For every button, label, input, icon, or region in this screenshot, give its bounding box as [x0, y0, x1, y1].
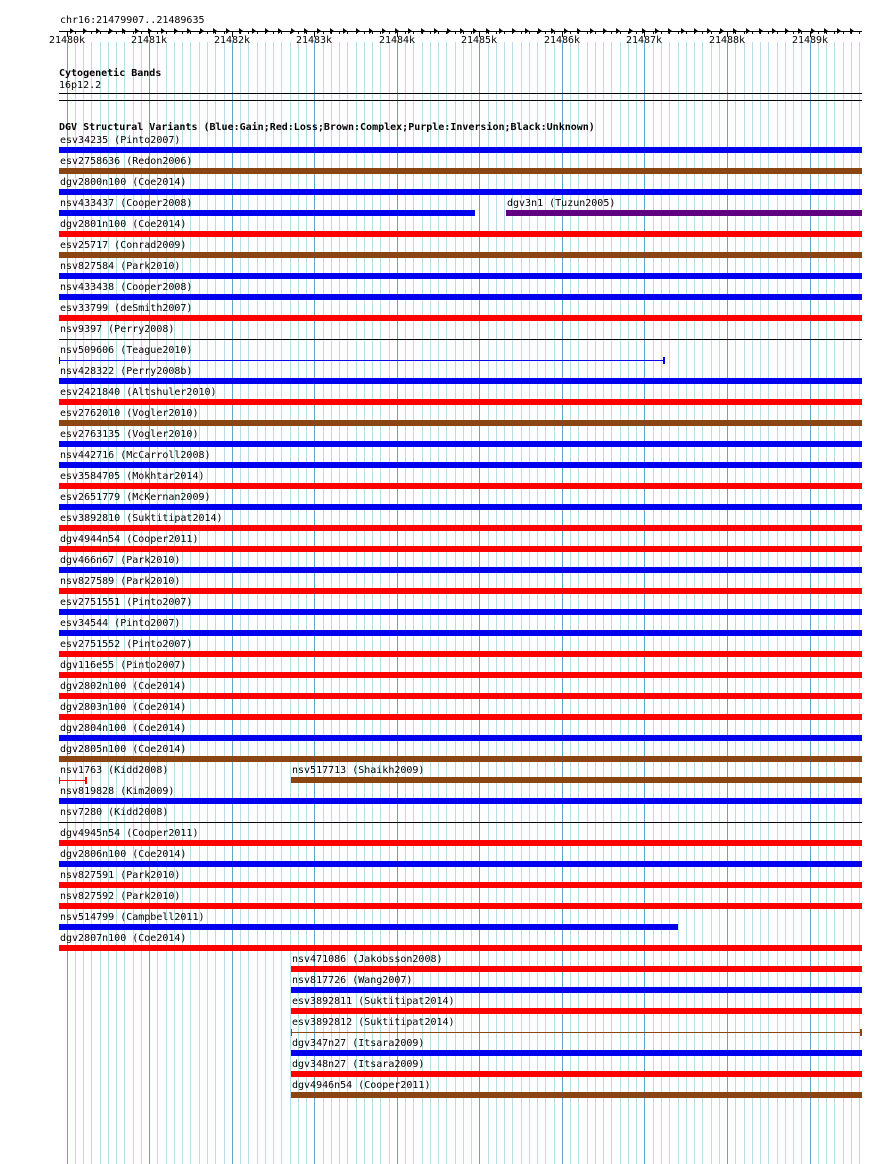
ruler-minor-tick — [438, 31, 439, 34]
feature-bar-esv3584705[interactable] — [59, 483, 862, 489]
feature-bar-dgv2801n100[interactable] — [59, 231, 862, 237]
ruler-minor-tick — [653, 31, 654, 34]
feature-label-dgv2801n100[interactable]: dgv2801n100 (Coe2014) — [60, 219, 187, 230]
feature-label-nsv827584[interactable]: nsv827584 (Park2010) — [60, 261, 181, 272]
ruler-minor-tick — [455, 31, 456, 34]
feature-label-dgv2807n100[interactable]: dgv2807n100 (Coe2014) — [60, 933, 187, 944]
feature-bar-nsv827584[interactable] — [59, 273, 862, 279]
ruler-minor-tick — [91, 31, 92, 34]
feature-label-nsv7280[interactable]: nsv7280 (Kidd2008) — [60, 807, 169, 818]
feature-label-esv2751552[interactable]: esv2751552 (Pinto2007) — [60, 639, 193, 650]
feature-bar-nsv433438[interactable] — [59, 294, 862, 300]
ruler-minor-tick — [207, 31, 208, 34]
ruler-minor-tick — [133, 31, 134, 34]
feature-bar-nsv442716[interactable] — [59, 462, 862, 468]
feature-bar-dgv2807n100[interactable] — [59, 945, 862, 951]
feature-label-nsv428322[interactable]: nsv428322 (Perry2008b) — [60, 366, 193, 377]
feature-label-dgv466n67[interactable]: dgv466n67 (Park2010) — [60, 555, 181, 566]
feature-bar-nsv517713[interactable] — [291, 777, 862, 783]
ruler-minor-tick — [339, 31, 340, 34]
feature-label-dgv2803n100[interactable]: dgv2803n100 (Coe2014) — [60, 702, 187, 713]
feature-bar-esv2762010[interactable] — [59, 420, 862, 426]
feature-label-esv2421840[interactable]: esv2421840 (Altshuler2010) — [60, 387, 217, 398]
cytoband-label: 16p12.2 — [59, 80, 102, 91]
ruler-minor-tick — [100, 31, 101, 34]
feature-label-nsv817726[interactable]: nsv817726 (Wang2007) — [292, 975, 413, 986]
feature-start-cap — [59, 777, 60, 784]
ruler-minor-tick — [298, 31, 299, 34]
feature-bar-nsv7280[interactable] — [59, 822, 862, 823]
feature-label-nsv827589[interactable]: nsv827589 (Park2010) — [60, 576, 181, 587]
feature-bar-esv3892812[interactable] — [291, 1032, 862, 1033]
feature-bar-nsv827592[interactable] — [59, 903, 862, 909]
position-label: chr16:21479907..21489635 — [60, 15, 205, 26]
cytoband-band[interactable] — [59, 93, 862, 94]
ruler-minor-tick — [545, 31, 546, 34]
feature-bar-nsv827591[interactable] — [59, 882, 862, 888]
ruler-minor-tick — [116, 31, 117, 34]
feature-end-cap — [663, 357, 665, 364]
feature-bar-nsv514799[interactable] — [59, 924, 678, 930]
ruler-minor-tick — [471, 31, 472, 34]
ruler-minor-tick — [777, 31, 778, 34]
feature-label-esv33799[interactable]: esv33799 (deSmith2007) — [60, 303, 193, 314]
ruler-minor-tick — [182, 31, 183, 34]
feature-label-esv3892811[interactable]: esv3892811 (Suktitipat2014) — [292, 996, 455, 1007]
feature-bar-esv3892810[interactable] — [59, 525, 862, 531]
ruler-minor-tick — [678, 31, 679, 34]
feature-bar-dgv2802n100[interactable] — [59, 693, 862, 699]
feature-end-cap — [85, 777, 87, 784]
ruler-minor-tick — [620, 31, 621, 34]
feature-bar-dgv348n27[interactable] — [291, 1071, 862, 1077]
feature-bar-dgv466n67[interactable] — [59, 567, 862, 573]
ruler-tick-label: 21487k — [625, 35, 663, 46]
feature-label-nsv9397[interactable]: nsv9397 (Perry2008) — [60, 324, 175, 335]
feature-bar-nsv433437[interactable] — [59, 210, 475, 216]
feature-label-nsv827591[interactable]: nsv827591 (Park2010) — [60, 870, 181, 881]
feature-bar-dgv4946n54[interactable] — [291, 1092, 862, 1098]
feature-bar-dgv347n27[interactable] — [291, 1050, 862, 1056]
feature-start-cap — [291, 1029, 292, 1036]
feature-bar-dgv3n1[interactable] — [506, 210, 862, 216]
feature-label-dgv3n1[interactable]: dgv3n1 (Tuzun2005) — [507, 198, 616, 209]
feature-bar-nsv509606[interactable] — [59, 360, 665, 361]
ruler-minor-tick — [224, 31, 225, 34]
ruler-minor-tick — [521, 31, 522, 34]
feature-bar-nsv9397[interactable] — [59, 339, 862, 340]
ruler-tick-label: 21481k — [130, 35, 168, 46]
ruler-minor-tick — [661, 31, 662, 34]
feature-bar-dgv116e55[interactable] — [59, 672, 862, 678]
ruler-minor-tick — [843, 31, 844, 34]
ruler-minor-tick — [380, 31, 381, 34]
feature-label-esv25717[interactable]: esv25717 (Conrad2009) — [60, 240, 187, 251]
ruler-minor-tick — [405, 31, 406, 34]
feature-label-nsv433437[interactable]: nsv433437 (Cooper2008) — [60, 198, 193, 209]
feature-label-esv2651779[interactable]: esv2651779 (McKernan2009) — [60, 492, 211, 503]
ruler-tick-label: 21483k — [295, 35, 333, 46]
ruler-tick-label: 21485k — [460, 35, 498, 46]
dgv-track-title: DGV Structural Variants (Blue:Gain;Red:Loss;Brown:Complex;Purple:Inversion;Black:Unknown) — [59, 122, 595, 133]
ruler-minor-tick — [793, 31, 794, 34]
ruler-minor-tick — [834, 31, 835, 34]
feature-label-esv2762010[interactable]: esv2762010 (Vogler2010) — [60, 408, 199, 419]
ruler-minor-tick — [587, 31, 588, 34]
feature-label-dgv2805n100[interactable]: dgv2805n100 (Coe2014) — [60, 744, 187, 755]
feature-label-esv2758636[interactable]: esv2758636 (Redon2006) — [60, 156, 193, 167]
cytoband-track-title: Cytogenetic Bands — [59, 68, 162, 79]
feature-label-dgv116e55[interactable]: dgv116e55 (Pinto2007) — [60, 660, 187, 671]
ruler-minor-tick — [166, 31, 167, 34]
ruler-minor-tick — [636, 31, 637, 34]
ruler-minor-tick — [818, 31, 819, 34]
feature-label-dgv347n27[interactable]: dgv347n27 (Itsara2009) — [292, 1038, 425, 1049]
feature-label-nsv471086[interactable]: nsv471086 (Jakobsson2008) — [292, 954, 443, 965]
feature-bar-esv34544[interactable] — [59, 630, 862, 636]
feature-bar-nsv817726[interactable] — [291, 987, 862, 993]
feature-label-dgv2802n100[interactable]: dgv2802n100 (Coe2014) — [60, 681, 187, 692]
ruler-tick-label: 21489k — [791, 35, 829, 46]
ruler-minor-tick — [413, 31, 414, 34]
feature-label-esv34544[interactable]: esv34544 (Pinto2007) — [60, 618, 181, 629]
ruler-minor-tick — [75, 31, 76, 34]
ruler-minor-tick — [273, 31, 274, 34]
feature-label-esv2763135[interactable]: esv2763135 (Vogler2010) — [60, 429, 199, 440]
feature-label-esv3892812[interactable]: esv3892812 (Suktitipat2014) — [292, 1017, 455, 1028]
ruler-minor-tick — [248, 31, 249, 34]
feature-label-esv34235[interactable]: esv34235 (Pinto2007) — [60, 135, 181, 146]
ruler-tick-label: 21488k — [708, 35, 746, 46]
feature-label-nsv514799[interactable]: nsv514799 (Campbell2011) — [60, 912, 205, 923]
feature-bar-esv3892811[interactable] — [291, 1008, 862, 1014]
ruler-tick-label: 21484k — [378, 35, 416, 46]
feature-bar-dgv4944n54[interactable] — [59, 546, 862, 552]
feature-bar-esv25717[interactable] — [59, 252, 862, 258]
ruler-minor-tick — [611, 31, 612, 34]
feature-label-dgv2804n100[interactable]: dgv2804n100 (Coe2014) — [60, 723, 187, 734]
feature-label-dgv4944n54[interactable]: dgv4944n54 (Cooper2011) — [60, 534, 199, 545]
feature-bar-esv34235[interactable] — [59, 147, 862, 153]
ruler-minor-tick — [430, 31, 431, 34]
ruler-minor-tick — [157, 31, 158, 34]
ruler-minor-tick — [323, 31, 324, 34]
ruler-minor-tick — [595, 31, 596, 34]
feature-start-cap — [59, 357, 60, 364]
ruler-minor-tick — [744, 31, 745, 34]
feature-label-dgv2800n100[interactable]: dgv2800n100 (Coe2014) — [60, 177, 187, 188]
feature-bar-esv2763135[interactable] — [59, 441, 862, 447]
feature-label-nsv442716[interactable]: nsv442716 (McCarroll2008) — [60, 450, 211, 461]
feature-label-nsv509606[interactable]: nsv509606 (Teague2010) — [60, 345, 193, 356]
ruler-minor-tick — [364, 31, 365, 34]
feature-bar-dgv2805n100[interactable] — [59, 756, 862, 762]
feature-label-dgv4946n54[interactable]: dgv4946n54 (Cooper2011) — [292, 1080, 431, 1091]
feature-label-nsv517713[interactable]: nsv517713 (Shaikh2009) — [292, 765, 425, 776]
ruler-tick-label: 21480k — [48, 35, 86, 46]
feature-label-esv3584705[interactable]: esv3584705 (Mokhtar2014) — [60, 471, 205, 482]
feature-bar-esv2651779[interactable] — [59, 504, 862, 510]
ruler-minor-tick — [496, 31, 497, 34]
ruler-minor-tick — [752, 31, 753, 34]
ruler-minor-tick — [702, 31, 703, 34]
ruler-minor-tick — [768, 31, 769, 34]
feature-label-dgv4945n54[interactable]: dgv4945n54 (Cooper2011) — [60, 828, 199, 839]
feature-bar-dgv2804n100[interactable] — [59, 735, 862, 741]
feature-bar-dgv4945n54[interactable] — [59, 840, 862, 846]
feature-bar-nsv1763[interactable] — [59, 780, 87, 781]
ruler-minor-tick — [141, 31, 142, 34]
feature-bar-dgv2803n100[interactable] — [59, 714, 862, 720]
feature-bar-dgv2806n100[interactable] — [59, 861, 862, 867]
feature-bar-dgv2800n100[interactable] — [59, 189, 862, 195]
ruler-tick-label: 21486k — [543, 35, 581, 46]
feature-bar-nsv428322[interactable] — [59, 378, 862, 384]
feature-label-nsv1763[interactable]: nsv1763 (Kidd2008) — [60, 765, 169, 776]
feature-label-nsv819828[interactable]: nsv819828 (Kim2009) — [60, 786, 175, 797]
feature-bar-esv2751551[interactable] — [59, 609, 862, 615]
feature-bar-esv2751552[interactable] — [59, 651, 862, 657]
feature-bar-esv33799[interactable] — [59, 315, 862, 321]
ruler-minor-tick — [686, 31, 687, 34]
feature-bar-nsv827589[interactable] — [59, 588, 862, 594]
ruler-minor-tick — [504, 31, 505, 34]
feature-label-nsv433438[interactable]: nsv433438 (Cooper2008) — [60, 282, 193, 293]
feature-label-esv3892810[interactable]: esv3892810 (Suktitipat2014) — [60, 513, 223, 524]
ruler-minor-tick — [257, 31, 258, 34]
feature-label-nsv827592[interactable]: nsv827592 (Park2010) — [60, 891, 181, 902]
feature-bar-esv2758636[interactable] — [59, 168, 862, 174]
ruler-minor-tick — [859, 31, 860, 34]
feature-bar-nsv471086[interactable] — [291, 966, 862, 972]
ruler-tick-label: 21482k — [213, 35, 251, 46]
ruler-minor-tick — [529, 31, 530, 34]
feature-end-cap — [860, 1029, 862, 1036]
feature-label-dgv348n27[interactable]: dgv348n27 (Itsara2009) — [292, 1059, 425, 1070]
feature-label-dgv2806n100[interactable]: dgv2806n100 (Coe2014) — [60, 849, 187, 860]
ruler-minor-tick — [347, 31, 348, 34]
feature-bar-nsv819828[interactable] — [59, 798, 862, 804]
feature-label-esv2751551[interactable]: esv2751551 (Pinto2007) — [60, 597, 193, 608]
feature-bar-esv2421840[interactable] — [59, 399, 862, 405]
ruler-minor-tick — [711, 31, 712, 34]
ruler-minor-tick — [570, 31, 571, 34]
track-divider — [59, 100, 862, 101]
ruler-minor-tick — [389, 31, 390, 34]
